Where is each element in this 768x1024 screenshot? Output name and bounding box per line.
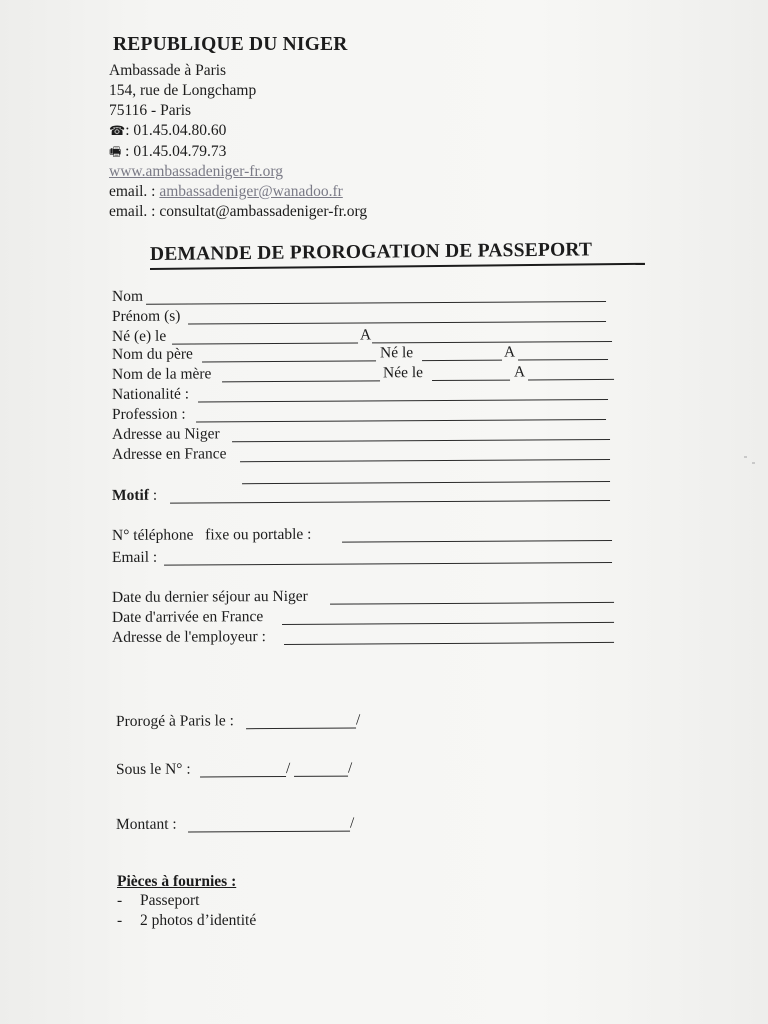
phone-line bbox=[109, 122, 226, 140]
label-adresse-niger: Adresse au Niger bbox=[111, 425, 220, 443]
input-line-nom-mere[interactable] bbox=[222, 380, 380, 382]
field-proroge bbox=[116, 711, 376, 733]
bullet-dash: - bbox=[117, 912, 123, 929]
label-motif-colon: : bbox=[148, 486, 158, 504]
label-ne-le-pere: Né le bbox=[379, 344, 414, 362]
slash-numero-1: / bbox=[285, 759, 291, 777]
input-line-lieu-mere[interactable] bbox=[528, 379, 614, 381]
phone-icon: ☎ bbox=[109, 123, 126, 138]
label-motif bbox=[112, 487, 157, 505]
label-date-arrivee: Date d'arrivée en France bbox=[111, 608, 264, 626]
label-adresse-employeur: Adresse de l'employeur : bbox=[111, 628, 266, 646]
city-address: 75116 - Paris bbox=[109, 102, 192, 119]
scan-speck bbox=[744, 456, 747, 458]
label-telephone: N° téléphone fixe ou portable : bbox=[111, 525, 312, 544]
slash-proroge: / bbox=[355, 711, 361, 729]
slash-numero-2: / bbox=[347, 759, 353, 777]
input-line-prenom[interactable] bbox=[188, 321, 606, 325]
label-adresse-france: Adresse en France bbox=[111, 445, 227, 463]
label-a: A bbox=[359, 326, 372, 344]
field-montant bbox=[116, 814, 376, 836]
field-adresse-france-2 bbox=[112, 463, 612, 486]
input-line-dernier-sejour[interactable] bbox=[330, 602, 614, 605]
slash-montant: / bbox=[349, 814, 355, 832]
label-proroge: Prorogé à Paris le : bbox=[115, 712, 234, 730]
label-ne-le: Né (e) le bbox=[111, 327, 167, 345]
email-link-1[interactable]: ambassadeniger@wanadoo.fr bbox=[159, 183, 343, 200]
input-line-adresse-france[interactable] bbox=[240, 459, 610, 462]
label-a-mere: A bbox=[513, 363, 526, 381]
form-title: DEMANDE DE PROROGATION DE PASSEPORT bbox=[149, 239, 593, 265]
pieces-item-2 bbox=[117, 912, 257, 930]
label-sous-le: Sous le N° : bbox=[115, 760, 191, 778]
field-sous-le bbox=[116, 759, 376, 781]
input-line-profession[interactable] bbox=[196, 419, 606, 423]
fax-icon: 🖷 bbox=[109, 144, 122, 159]
field-telephone bbox=[112, 524, 617, 547]
input-line-lieu-pere[interactable] bbox=[518, 359, 608, 361]
street-address: 154, rue de Longchamp bbox=[109, 82, 257, 99]
pieces-item-1-label: Passeport bbox=[140, 892, 200, 909]
input-line-numero-1[interactable] bbox=[200, 776, 286, 778]
input-line-email[interactable] bbox=[164, 562, 612, 566]
email-label: email. : bbox=[109, 183, 160, 200]
label-prenom: Prénom (s) bbox=[111, 307, 181, 325]
label-email: Email : bbox=[111, 548, 158, 566]
website-link[interactable]: www.ambassadeniger-fr.org bbox=[109, 163, 284, 180]
field-adresse-employeur bbox=[112, 626, 617, 649]
input-line-date-arrivee[interactable] bbox=[282, 622, 614, 625]
input-line-proroge[interactable] bbox=[246, 728, 356, 730]
pieces-item-2-label: 2 photos d’identité bbox=[140, 912, 257, 929]
label-nom: Nom bbox=[111, 287, 144, 305]
label-dernier-sejour: Date du dernier séjour au Niger bbox=[111, 587, 308, 606]
label-nationalite: Nationalité : bbox=[111, 385, 190, 403]
embassy-name: Ambassade à Paris bbox=[109, 62, 227, 79]
fax-number: : 01.45.04.79.73 bbox=[121, 143, 227, 160]
label-motif-text: Motif bbox=[111, 486, 150, 504]
input-line-nom[interactable] bbox=[146, 301, 606, 305]
input-line-adresse-employeur[interactable] bbox=[284, 642, 614, 645]
phone-number: : 01.45.04.80.60 bbox=[125, 122, 227, 139]
input-line-nom-pere[interactable] bbox=[202, 360, 376, 362]
email-line-2: email. : consultat@ambassadeniger-fr.org bbox=[109, 203, 368, 220]
input-line-adresse-niger[interactable] bbox=[232, 439, 610, 442]
input-line-numero-2[interactable] bbox=[294, 776, 348, 777]
email-line-1 bbox=[109, 183, 343, 201]
field-motif bbox=[112, 484, 612, 507]
bullet-dash: - bbox=[117, 892, 123, 909]
input-line-date-pere[interactable] bbox=[422, 360, 502, 361]
input-line-motif[interactable] bbox=[170, 500, 610, 504]
label-nee-le-mere: Née le bbox=[382, 364, 424, 382]
scan-speck bbox=[752, 462, 755, 464]
input-line-date-mere[interactable] bbox=[432, 380, 510, 381]
country-heading: REPUBLIQUE DU NIGER bbox=[113, 34, 348, 55]
input-line-montant[interactable] bbox=[188, 831, 350, 833]
label-nom-mere: Nom de la mère bbox=[111, 365, 212, 383]
label-profession: Profession : bbox=[111, 405, 186, 423]
input-line-telephone[interactable] bbox=[342, 540, 612, 543]
label-montant: Montant : bbox=[115, 815, 177, 833]
fax-line bbox=[109, 143, 226, 165]
input-line-nationalite[interactable] bbox=[198, 399, 608, 403]
label-a-pere: A bbox=[503, 343, 516, 361]
pieces-item-1 bbox=[117, 892, 200, 910]
field-email bbox=[112, 546, 617, 569]
pieces-heading: Pièces à fournies : bbox=[117, 873, 237, 890]
label-nom-pere: Nom du père bbox=[111, 345, 193, 363]
